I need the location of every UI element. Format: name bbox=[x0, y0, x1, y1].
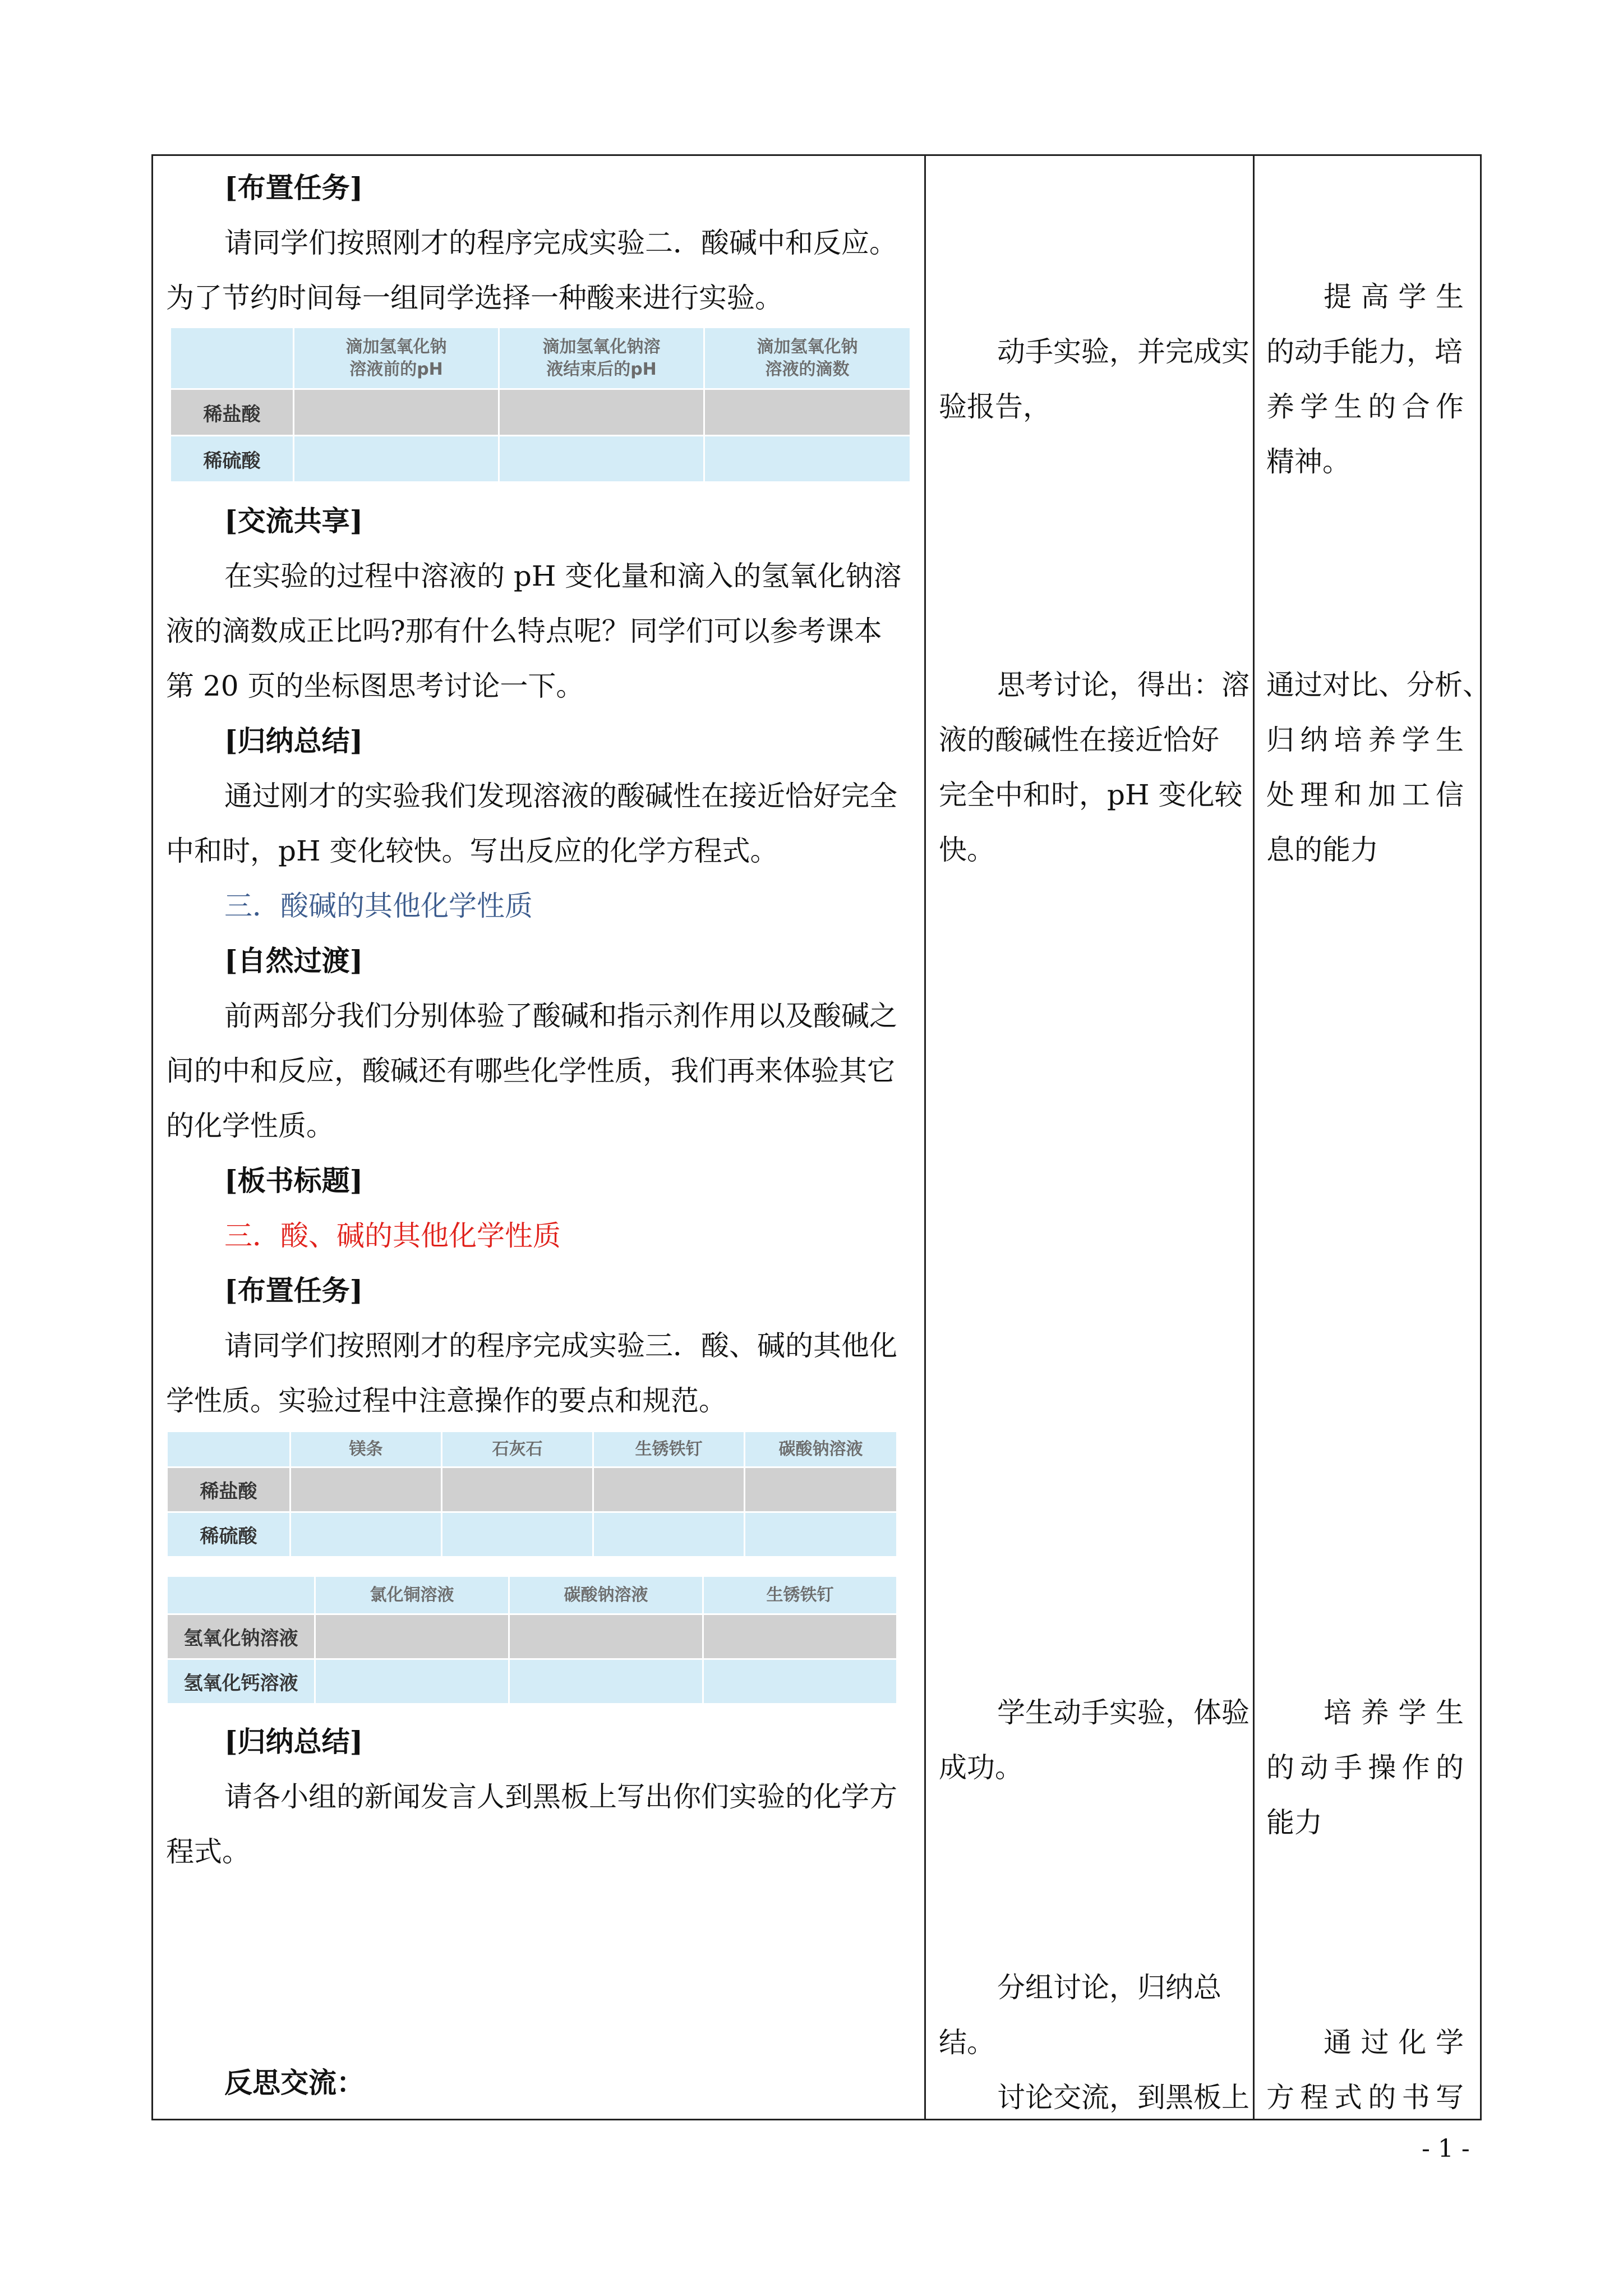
section-heading-red: 三．酸、碱的其他化学性质 bbox=[224, 1220, 561, 1252]
table-header-cell: 镁条 bbox=[291, 1432, 442, 1467]
table-header-cell bbox=[170, 328, 294, 389]
table-header-cell: 石灰石 bbox=[442, 1432, 593, 1467]
table-cell bbox=[745, 1512, 897, 1557]
table-cell bbox=[745, 1467, 897, 1512]
table-cell bbox=[294, 389, 499, 436]
paragraph: 请同学们按照刚才的程序完成实验二．酸碱中和反应。 bbox=[224, 227, 897, 259]
intent-text: 归纳培养学生 bbox=[1266, 724, 1464, 756]
paragraph: 第 20 页的坐标图思考讨论一下。 bbox=[166, 670, 584, 702]
heading-reflection: 反思交流： bbox=[224, 2066, 365, 2099]
intent-text: 通过对比、分析、 bbox=[1266, 669, 1491, 701]
ph-experiment-table bbox=[169, 326, 911, 483]
student-text: 完全中和时，pH 变化较 bbox=[939, 779, 1243, 811]
row-label: 稀硫酸 bbox=[167, 1512, 291, 1557]
table-header-cell bbox=[167, 1432, 291, 1467]
heading-summary: [归纳总结] bbox=[224, 1725, 363, 1758]
intent-text: 提高学生 bbox=[1324, 280, 1464, 313]
intent-text: 方程式的书写 bbox=[1266, 2081, 1464, 2114]
table-cell bbox=[509, 1614, 703, 1659]
table-header-cell: 碳酸钠溶液 bbox=[509, 1576, 703, 1614]
table-header-cell bbox=[167, 1576, 315, 1614]
row-label: 稀盐酸 bbox=[167, 1467, 291, 1512]
paragraph: 通过刚才的实验我们发现溶液的酸碱性在接近恰好完全 bbox=[224, 780, 897, 812]
row-label: 氢氧化钙溶液 bbox=[167, 1659, 315, 1704]
intent-text: 培养学生 bbox=[1324, 1696, 1464, 1729]
heading-assign-task: [布置任务] bbox=[224, 1274, 363, 1307]
header-line: 溶液的滴数 bbox=[765, 359, 850, 379]
table-cell bbox=[442, 1467, 593, 1512]
student-text: 结。 bbox=[939, 2026, 995, 2059]
header-line: 滴加氢氧化钠 bbox=[345, 337, 447, 357]
table-cell bbox=[703, 1614, 897, 1659]
header-line: 滴加氢氧化钠 bbox=[757, 337, 858, 357]
student-text: 学生动手实验，体验 bbox=[997, 1696, 1249, 1729]
paragraph: 的化学性质。 bbox=[166, 1110, 334, 1142]
table-cell bbox=[509, 1659, 703, 1704]
student-text: 动手实验，并完成实 bbox=[997, 335, 1249, 368]
student-text: 讨论交流，到黑板上 bbox=[997, 2081, 1249, 2114]
table-cell bbox=[315, 1614, 509, 1659]
header-line: 滴加氢氧化钠溶 bbox=[542, 337, 661, 357]
base-properties-table bbox=[166, 1575, 898, 1705]
heading-exchange-share: [交流共享] bbox=[224, 504, 363, 537]
table-cell bbox=[315, 1659, 509, 1704]
paragraph: 请各小组的新闻发言人到黑板上写出你们实验的化学方 bbox=[224, 1780, 897, 1813]
paragraph: 前两部分我们分别体验了酸碱和指示剂作用以及酸碱之 bbox=[224, 1000, 897, 1032]
table-cell bbox=[291, 1467, 442, 1512]
header-line: 溶液前的pH bbox=[349, 359, 443, 379]
student-text: 验报告， bbox=[939, 390, 1051, 423]
heading-transition: [自然过渡] bbox=[224, 944, 363, 977]
intent-text: 处理和加工信 bbox=[1266, 779, 1464, 811]
table-cell bbox=[442, 1512, 593, 1557]
table-header-cell bbox=[294, 328, 499, 389]
table-cell bbox=[499, 436, 704, 482]
paragraph: 中和时，pH 变化较快。写出反应的化学方程式。 bbox=[166, 835, 778, 867]
column-divider-1 bbox=[924, 154, 926, 2120]
table-cell bbox=[703, 1659, 897, 1704]
row-label: 氢氧化钠溶液 bbox=[167, 1614, 315, 1659]
header-line: 液结束后的pH bbox=[546, 359, 657, 379]
table-header-cell bbox=[499, 328, 704, 389]
table-cell bbox=[704, 436, 911, 482]
section-heading-blue: 三．酸碱的其他化学性质 bbox=[224, 890, 533, 922]
table-cell bbox=[593, 1467, 745, 1512]
table-cell bbox=[291, 1512, 442, 1557]
row-label: 稀硫酸 bbox=[170, 436, 294, 482]
paragraph: 程式。 bbox=[166, 1835, 250, 1868]
paragraph: 在实验的过程中溶液的 pH 变化量和滴入的氢氧化钠溶 bbox=[224, 560, 902, 592]
student-text: 分组讨论，归纳总 bbox=[997, 1971, 1221, 2004]
table-header-cell: 氯化铜溶液 bbox=[315, 1576, 509, 1614]
paragraph: 学性质。实验过程中注意操作的要点和规范。 bbox=[166, 1384, 727, 1417]
row-label: 稀盐酸 bbox=[170, 389, 294, 436]
student-text: 成功。 bbox=[939, 1751, 1023, 1784]
paragraph: 请同学们按照刚才的程序完成实验三．酸、碱的其他化 bbox=[224, 1329, 897, 1362]
heading-assign-task: [布置任务] bbox=[224, 171, 363, 204]
intent-text: 息的能力 bbox=[1266, 834, 1378, 866]
intent-text: 养学生的合作 bbox=[1266, 390, 1464, 423]
column-divider-2 bbox=[1253, 154, 1255, 2120]
heading-summary: [归纳总结] bbox=[224, 724, 363, 757]
acid-properties-table bbox=[166, 1430, 898, 1558]
table-cell bbox=[294, 436, 499, 482]
student-text: 快。 bbox=[939, 834, 995, 866]
intent-text: 精神。 bbox=[1266, 445, 1350, 478]
paragraph: 液的滴数成正比吗?那有什么特点呢？同学们可以参考课本 bbox=[166, 615, 882, 647]
table-cell bbox=[704, 389, 911, 436]
table-cell bbox=[593, 1512, 745, 1557]
intent-text: 能力 bbox=[1266, 1806, 1322, 1839]
intent-text: 的动手操作的 bbox=[1266, 1751, 1464, 1784]
paragraph: 为了节约时间每一组同学选择一种酸来进行实验。 bbox=[166, 282, 783, 314]
intent-text: 的动手能力，培 bbox=[1266, 335, 1463, 368]
paragraph: 间的中和反应，酸碱还有哪些化学性质，我们再来体验其它 bbox=[166, 1055, 895, 1087]
table-header-cell: 生锈铁钉 bbox=[703, 1576, 897, 1614]
page-number: - 1 - bbox=[1422, 2134, 1470, 2163]
table-header-cell bbox=[704, 328, 911, 389]
student-text: 思考讨论，得出：溶 bbox=[997, 669, 1249, 701]
intent-text: 通过化学 bbox=[1324, 2026, 1464, 2059]
table-cell bbox=[499, 389, 704, 436]
heading-board-title: [板书标题] bbox=[224, 1164, 363, 1197]
student-text: 液的酸碱性在接近恰好 bbox=[939, 724, 1219, 756]
table-header-cell: 碳酸钠溶液 bbox=[745, 1432, 897, 1467]
table-header-cell: 生锈铁钉 bbox=[593, 1432, 745, 1467]
